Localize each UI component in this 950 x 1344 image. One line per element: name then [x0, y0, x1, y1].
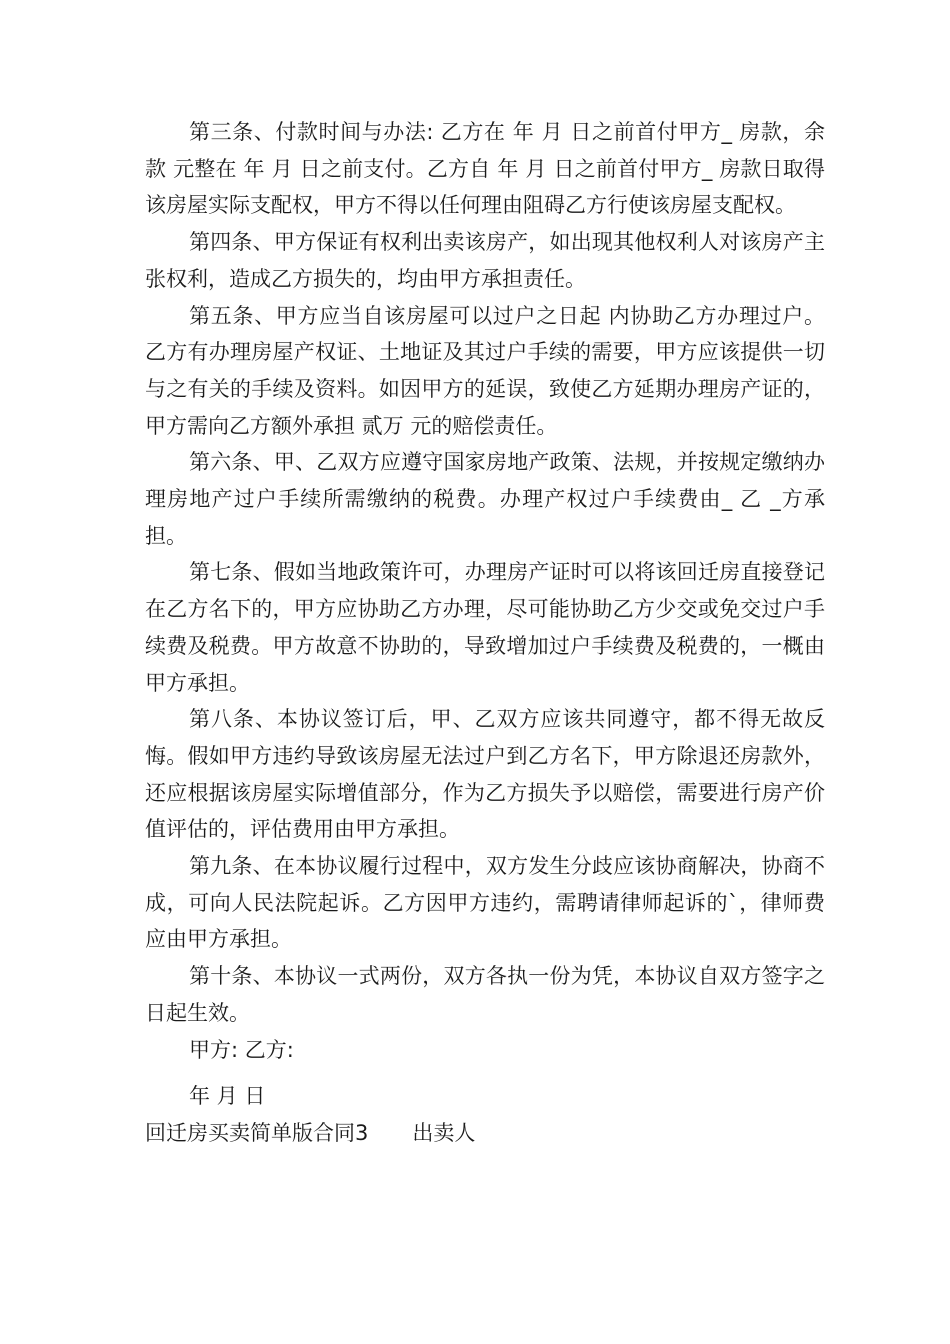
clause-8: 第八条、本协议签订后，甲、乙双方应该共同遵守，都不得无故反悔。假如甲方违约导致该房屋无法过户到乙方名下，甲方除退还房款外，还应根据该房屋实际增值部分，作为乙方损失予以赔偿，需要进行房产价值评估的，评估费用由甲方承担。: [145, 707, 825, 842]
date-line: 年 月 日: [189, 1084, 266, 1109]
clause-3: 第三条、付款时间与办法: 乙方在 年 月 日之前首付甲方_ 房款，余款 元整在 年 月 日之前支付。乙方自 年 月 日之前首付甲方_ 房款日取得该房屋实际支配权，甲方不得以任何理由阻碍乙方行使该房屋支配权。: [145, 120, 825, 218]
clause-10: 第十条、本协议一式两份，双方各执一份为凭，本协议自双方签字之日起生效。: [145, 964, 825, 1025]
document-body: [145, 114, 825, 1152]
clause-6: 第六条、甲、乙双方应遵守国家房地产政策、法规，并按规定缴纳办理房地产过户手续所需缴纳的税费。办理产权过户手续费由_ 乙 _方承担。: [145, 450, 825, 548]
signature-line: 甲方: 乙方:: [189, 1037, 294, 1062]
footer-line: [145, 1115, 825, 1152]
next-contract-title: 回迁房买卖简单版合同3: [145, 1120, 369, 1145]
clause-7: 第七条、假如当地政策许可，办理房产证时可以将该回迁房直接登记在乙方名下的，甲方应协助乙方办理，尽可能协助乙方少交或免交过户手续费及税费。甲方故意不协助的，导致增加过户手续费及税费的，一概由甲方承担。: [145, 560, 825, 695]
clause-9: 第九条、在本协议履行过程中，双方发生分歧应该协商解决，协商不成，可向人民法院起诉。乙方因甲方违约，需聘请律师起诉的`，律师费应由甲方承担。: [145, 854, 825, 952]
seller-label: 出卖人: [412, 1120, 476, 1145]
clause-4: 第四条、甲方保证有权利出卖该房产，如出现其他权利人对该房产主张权利，造成乙方损失的，均由甲方承担责任。: [145, 230, 825, 291]
clause-5: 第五条、甲方应当自该房屋可以过户之日起 内协助乙方办理过户。乙方有办理房屋产权证、土地证及其过户手续的需要，甲方应该提供一切与之有关的手续及资料。如因甲方的延误，致使乙方延期办理房产证的，甲方需向乙方额外承担 贰万 元的赔偿责任。: [145, 303, 825, 438]
